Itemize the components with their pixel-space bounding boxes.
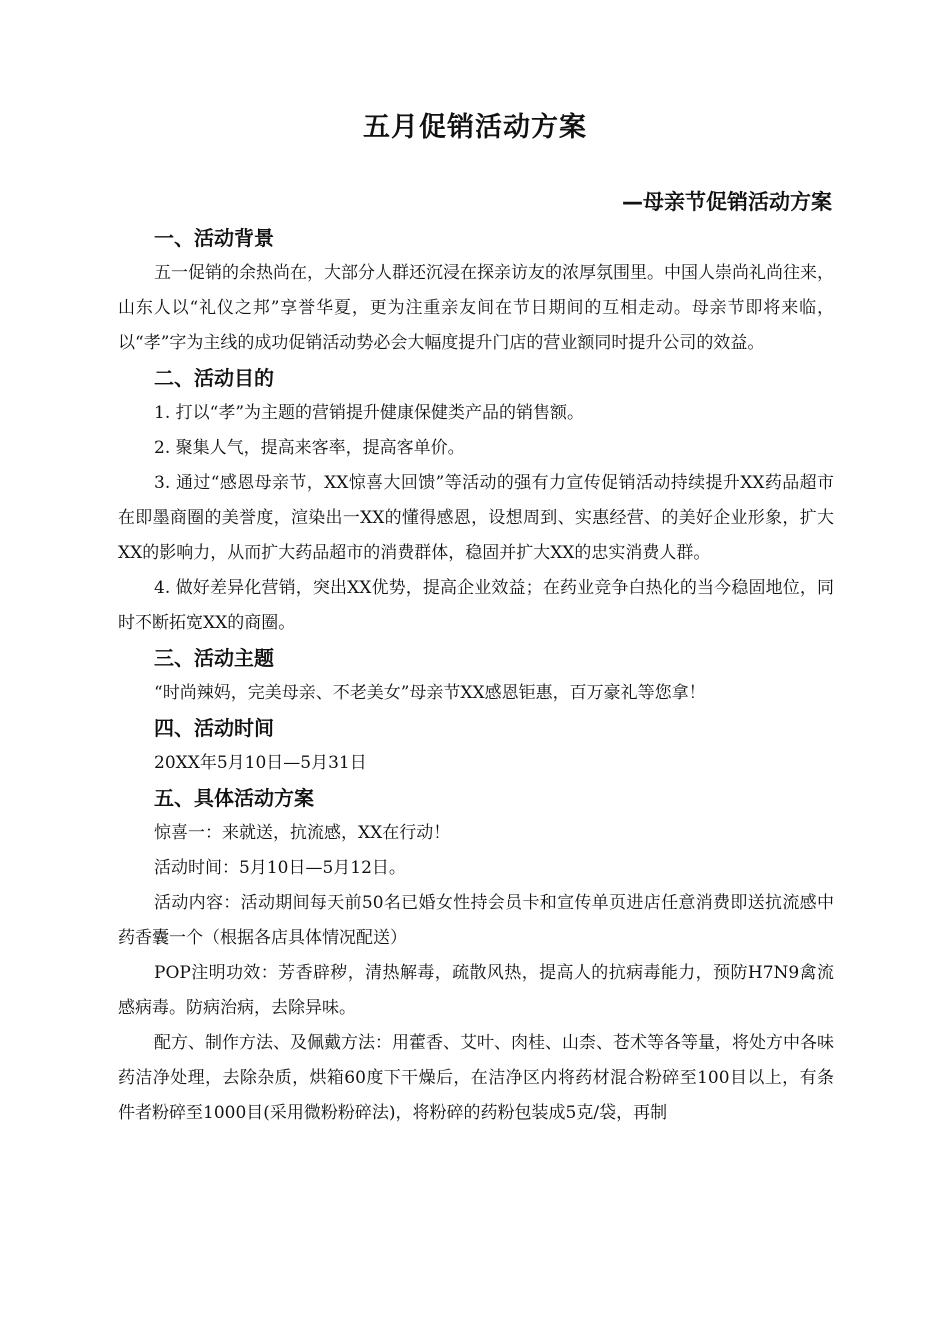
paragraph: “时尚辣妈，完美母亲、不老美女”母亲节XX感恩钜惠，百万豪礼等您拿！ <box>154 683 706 703</box>
paragraph: 活动时间：5月10日—5月12日。 <box>154 858 406 878</box>
section-heading-background: 一、活动背景 <box>154 226 274 250</box>
section-heading-plan: 五、具体活动方案 <box>154 786 314 810</box>
paragraph: POP注明功效：芳香辟秽，清热解毒，疏散风热，提高人的抗病毒能力，预防H7N9禽流 感病毒。防病治病，去除异味。 <box>118 963 834 1018</box>
section-heading-time: 四、活动时间 <box>154 716 274 740</box>
section-heading-purpose: 二、活动目的 <box>154 366 274 390</box>
document-subtitle: —母亲节促销活动方案 <box>622 190 832 214</box>
paragraph: 配方、制作方法、及佩戴方法：用藿香、艾叶、肉桂、山柰、苍术等各等量，将处方中各味药洁净处理，去除杂质，烘箱60度下干燥后，在洁净区内将药材混合粉碎至100目以上，有条件者粉碎至1000目(采用微粉粉碎法)，将粉碎的药粉包装成5克/袋，再制 <box>118 1033 834 1123</box>
paragraph: 活动内容：活动期间每天前50名已婚女性持会员卡和宣传单页进店任意消费即送抗流感中药香囊一个（根据各店具体情况配送） <box>118 893 834 948</box>
list-item: 2. 聚集人气，提高来客率，提高客单价。 <box>154 438 465 458</box>
paragraph: 惊喜一：来就送，抗流感，XX在行动！ <box>154 823 451 843</box>
section-heading-theme: 三、活动主题 <box>154 646 274 670</box>
list-item: 1. 打以“孝”为主题的营销提升健康保健类产品的销售额。 <box>154 403 585 423</box>
paragraph: 五一促销的余热尚在，大部分人群还沉浸在探亲访友的浓厚氛围里。中国人崇尚礼尚往来，山东人以“礼仪之邦”享誉华夏，更为注重亲友间在节日期间的互相走动。母亲节即将来临，以“孝”字为主线的成功促销活动势必会大幅度提升门店的营业额同时提升公司的效益。 <box>118 263 834 353</box>
list-item: 3. 通过“感恩母亲节，XX惊喜大回馈”等活动的强有力宣传促销活动持续提升XX药品超市在即墨商圈的美誉度，渲染出一XX的懂得感恩，设想周到、实惠经营、的美好企业形象，扩大XX的影响力，从而扩大药品超市的消费群体，稳固并扩大XX的忠实消费人群。 <box>118 473 834 563</box>
paragraph: 20XX年5月10日—5月31日 <box>154 753 367 773</box>
document-title: 五月促销活动方案 <box>363 112 587 143</box>
list-item: 4. 做好差异化营销，突出XX优势，提高企业效益；在药业竞争白热化的当今稳固地位，同时不断拓宽XX的商圈。 <box>118 578 834 633</box>
document-body <box>118 221 834 1131</box>
